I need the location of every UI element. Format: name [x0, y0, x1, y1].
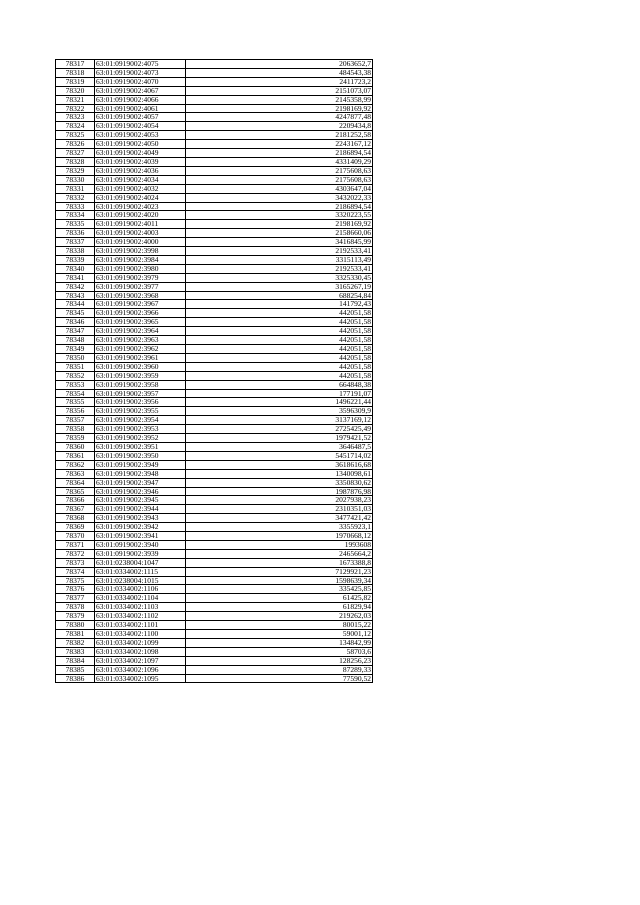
value-cell: 2151073,07 [186, 86, 373, 95]
row-number-cell: 78317 [56, 60, 95, 69]
value-cell: 134842,99 [186, 638, 373, 647]
row-number-cell: 78359 [56, 434, 95, 443]
table-row [56, 229, 373, 238]
table-row [56, 389, 373, 398]
value-cell: 2175608,63 [186, 166, 373, 175]
value-cell: 2175608,63 [186, 175, 373, 184]
table-row [56, 238, 373, 247]
table-row [56, 469, 373, 478]
cadastral-number-cell: 63:01:0919002:3961 [95, 353, 186, 362]
table-row [56, 86, 373, 95]
table-row [56, 656, 373, 665]
row-number-cell: 78381 [56, 630, 95, 639]
table-row [56, 585, 373, 594]
row-number-cell: 78382 [56, 638, 95, 647]
value-cell: 2465664,2 [186, 549, 373, 558]
cadastral-number-cell: 63:01:0919002:3945 [95, 496, 186, 505]
row-number-cell: 78327 [56, 149, 95, 158]
value-cell: 2725425,49 [186, 425, 373, 434]
table-row [56, 211, 373, 220]
table-row [56, 95, 373, 104]
value-cell: 3320223,55 [186, 211, 373, 220]
table-row [56, 175, 373, 184]
table-row [56, 478, 373, 487]
table-row [56, 318, 373, 327]
cadastral-number-cell: 63:01:0919002:3960 [95, 362, 186, 371]
table-row [56, 122, 373, 131]
value-cell: 4331409,29 [186, 157, 373, 166]
table-row [56, 442, 373, 451]
cadastral-number-cell: 63:01:0919002:4075 [95, 60, 186, 69]
cadastral-number-cell: 63:01:0238004:1015 [95, 576, 186, 585]
value-cell: 2063652,7 [186, 60, 373, 69]
row-number-cell: 78375 [56, 576, 95, 585]
row-number-cell: 78379 [56, 612, 95, 621]
cadastral-number-cell: 63:01:0238004:1047 [95, 558, 186, 567]
row-number-cell: 78335 [56, 220, 95, 229]
table-row [56, 674, 373, 683]
row-number-cell: 78356 [56, 407, 95, 416]
table-row [56, 300, 373, 309]
table-row [56, 407, 373, 416]
row-number-cell: 78367 [56, 505, 95, 514]
cadastral-number-cell: 63:01:0334002:1103 [95, 603, 186, 612]
row-number-cell: 78376 [56, 585, 95, 594]
value-cell: 3432022,33 [186, 193, 373, 202]
cadastral-number-cell: 63:01:0919002:3953 [95, 425, 186, 434]
table-row [56, 549, 373, 558]
row-number-cell: 78353 [56, 380, 95, 389]
cadastral-number-cell: 63:01:0919002:3956 [95, 398, 186, 407]
cadastral-number-cell: 63:01:0919002:3952 [95, 434, 186, 443]
table-row [56, 202, 373, 211]
row-number-cell: 78334 [56, 211, 95, 220]
row-number-cell: 78340 [56, 264, 95, 273]
cadastral-number-cell: 63:01:0919002:4036 [95, 166, 186, 175]
row-number-cell: 78318 [56, 68, 95, 77]
row-number-cell: 78348 [56, 336, 95, 345]
row-number-cell: 78365 [56, 487, 95, 496]
cadastral-number-cell: 63:01:0919002:3944 [95, 505, 186, 514]
row-number-cell: 78368 [56, 514, 95, 523]
value-cell: 7129921,23 [186, 567, 373, 576]
value-cell: 3350830,62 [186, 478, 373, 487]
table-row [56, 336, 373, 345]
cadastral-number-cell: 63:01:0919002:3948 [95, 469, 186, 478]
cadastral-number-cell: 63:01:0334002:1099 [95, 638, 186, 647]
cadastral-number-cell: 63:01:0334002:1115 [95, 567, 186, 576]
table-row [56, 362, 373, 371]
value-cell: 3165267,19 [186, 282, 373, 291]
table-row [56, 647, 373, 656]
row-number-cell: 78321 [56, 95, 95, 104]
value-cell: 2411723,2 [186, 77, 373, 86]
row-number-cell: 78378 [56, 603, 95, 612]
value-cell: 1340098,61 [186, 469, 373, 478]
row-number-cell: 78324 [56, 122, 95, 131]
row-number-cell: 78370 [56, 532, 95, 541]
cadastral-number-cell: 63:01:0919002:3946 [95, 487, 186, 496]
row-number-cell: 78371 [56, 540, 95, 549]
row-number-cell: 78328 [56, 157, 95, 166]
value-cell: 2198169,92 [186, 104, 373, 113]
table-row [56, 638, 373, 647]
table-row [56, 193, 373, 202]
cadastral-number-cell: 63:01:0919002:4067 [95, 86, 186, 95]
row-number-cell: 78345 [56, 309, 95, 318]
row-number-cell: 78357 [56, 416, 95, 425]
value-cell: 442051,58 [186, 362, 373, 371]
table-row [56, 247, 373, 256]
value-cell: 2192533,41 [186, 247, 373, 256]
table-row [56, 496, 373, 505]
value-cell: 4247877,48 [186, 113, 373, 122]
value-cell: 3477421,42 [186, 514, 373, 523]
value-cell: 1598639,34 [186, 576, 373, 585]
row-number-cell: 78347 [56, 327, 95, 336]
table-row [56, 104, 373, 113]
row-number-cell: 78326 [56, 140, 95, 149]
value-cell: 442051,58 [186, 371, 373, 380]
table-row [56, 371, 373, 380]
table-row [56, 558, 373, 567]
table-row [56, 514, 373, 523]
value-cell: 3646487,5 [186, 442, 373, 451]
table-row [56, 612, 373, 621]
table-row [56, 282, 373, 291]
cadastral-number-cell: 63:01:0919002:3940 [95, 540, 186, 549]
row-number-cell: 78333 [56, 202, 95, 211]
cadastral-number-cell: 63:01:0334002:1100 [95, 630, 186, 639]
row-number-cell: 78343 [56, 291, 95, 300]
cadastral-number-cell: 63:01:0919002:4023 [95, 202, 186, 211]
row-number-cell: 78374 [56, 567, 95, 576]
row-number-cell: 78346 [56, 318, 95, 327]
value-cell: 3416845,99 [186, 238, 373, 247]
row-number-cell: 78339 [56, 255, 95, 264]
row-number-cell: 78325 [56, 131, 95, 140]
value-cell: 1993608 [186, 540, 373, 549]
row-number-cell: 78362 [56, 460, 95, 469]
cadastral-number-cell: 63:01:0919002:4039 [95, 157, 186, 166]
table-row [56, 113, 373, 122]
cadastral-number-cell: 63:01:0919002:4066 [95, 95, 186, 104]
value-cell: 5451714,02 [186, 451, 373, 460]
cadastral-number-cell: 63:01:0919002:3965 [95, 318, 186, 327]
value-cell: 442051,58 [186, 309, 373, 318]
value-cell: 3325330,45 [186, 273, 373, 282]
value-cell: 664848,38 [186, 380, 373, 389]
value-cell: 3596309,9 [186, 407, 373, 416]
value-cell: 61425,82 [186, 594, 373, 603]
cadastral-number-cell: 63:01:0334002:1106 [95, 585, 186, 594]
table-row [56, 523, 373, 532]
cadastral-number-cell: 63:01:0919002:4061 [95, 104, 186, 113]
table-row [56, 567, 373, 576]
cadastral-number-cell: 63:01:0919002:4050 [95, 140, 186, 149]
cadastral-number-cell: 63:01:0919002:4000 [95, 238, 186, 247]
cadastral-number-cell: 63:01:0919002:3942 [95, 523, 186, 532]
table-row [56, 434, 373, 443]
table-row [56, 309, 373, 318]
value-cell: 484543,38 [186, 68, 373, 77]
row-number-cell: 78322 [56, 104, 95, 113]
cadastral-number-cell: 63:01:0919002:3941 [95, 532, 186, 541]
cadastral-number-cell: 63:01:0919002:3984 [95, 255, 186, 264]
cadastral-number-cell: 63:01:0919002:4070 [95, 77, 186, 86]
row-number-cell: 78360 [56, 442, 95, 451]
row-number-cell: 78319 [56, 77, 95, 86]
row-number-cell: 78350 [56, 353, 95, 362]
row-number-cell: 78323 [56, 113, 95, 122]
value-cell: 58703,6 [186, 647, 373, 656]
cadastral-number-cell: 63:01:0919002:3962 [95, 345, 186, 354]
row-number-cell: 78341 [56, 273, 95, 282]
value-cell: 219262,03 [186, 612, 373, 621]
value-cell: 3618616,68 [186, 460, 373, 469]
row-number-cell: 78369 [56, 523, 95, 532]
cadastral-number-cell: 63:01:0334002:1104 [95, 594, 186, 603]
cadastral-number-cell: 63:01:0919002:3998 [95, 247, 186, 256]
table-row [56, 273, 373, 282]
value-cell: 2186894,54 [186, 202, 373, 211]
row-number-cell: 78342 [56, 282, 95, 291]
row-number-cell: 78361 [56, 451, 95, 460]
value-cell: 128256,23 [186, 656, 373, 665]
row-number-cell: 78386 [56, 674, 95, 683]
row-number-cell: 78385 [56, 665, 95, 674]
value-cell: 3355923,1 [186, 523, 373, 532]
table-row [56, 576, 373, 585]
table-row [56, 68, 373, 77]
table-body [56, 60, 373, 683]
table-row [56, 532, 373, 541]
cadastral-number-cell: 63:01:0919002:3964 [95, 327, 186, 336]
value-cell: 688254,84 [186, 291, 373, 300]
cadastral-number-cell: 63:01:0919002:3963 [95, 336, 186, 345]
row-number-cell: 78377 [56, 594, 95, 603]
value-cell: 177191,07 [186, 389, 373, 398]
row-number-cell: 78355 [56, 398, 95, 407]
value-cell: 59001,12 [186, 630, 373, 639]
row-number-cell: 78331 [56, 184, 95, 193]
row-number-cell: 78349 [56, 345, 95, 354]
cadastral-number-cell: 63:01:0919002:3980 [95, 264, 186, 273]
table-row [56, 327, 373, 336]
value-cell: 3137169,12 [186, 416, 373, 425]
cadastral-number-cell: 63:01:0919002:3951 [95, 442, 186, 451]
cadastral-number-cell: 63:01:0334002:1096 [95, 665, 186, 674]
value-cell: 442051,58 [186, 327, 373, 336]
row-number-cell: 78354 [56, 389, 95, 398]
cadastral-number-cell: 63:01:0334002:1095 [95, 674, 186, 683]
cadastral-number-cell: 63:01:0919002:4020 [95, 211, 186, 220]
cadastral-number-cell: 63:01:0919002:3950 [95, 451, 186, 460]
cadastral-number-cell: 63:01:0919002:3947 [95, 478, 186, 487]
table-row [56, 255, 373, 264]
table-row [56, 621, 373, 630]
value-cell: 3315113,49 [186, 255, 373, 264]
cadastral-number-cell: 63:01:0919002:3958 [95, 380, 186, 389]
table-row [56, 603, 373, 612]
table-row [56, 505, 373, 514]
cadastral-number-cell: 63:01:0919002:3968 [95, 291, 186, 300]
row-number-cell: 78329 [56, 166, 95, 175]
row-number-cell: 78320 [56, 86, 95, 95]
value-cell: 2209434,8 [186, 122, 373, 131]
row-number-cell: 78338 [56, 247, 95, 256]
row-number-cell: 78352 [56, 371, 95, 380]
value-cell: 80015,22 [186, 621, 373, 630]
value-cell: 442051,58 [186, 336, 373, 345]
value-cell: 335425,85 [186, 585, 373, 594]
table-row [56, 157, 373, 166]
row-number-cell: 78372 [56, 549, 95, 558]
cadastral-number-cell: 63:01:0919002:3954 [95, 416, 186, 425]
table-row [56, 487, 373, 496]
value-cell: 2145358,99 [186, 95, 373, 104]
cadastral-number-cell: 63:01:0334002:1102 [95, 612, 186, 621]
cadastral-number-cell: 63:01:0334002:1101 [95, 621, 186, 630]
cadastral-number-cell: 63:01:0919002:3957 [95, 389, 186, 398]
table-row [56, 184, 373, 193]
row-number-cell: 78373 [56, 558, 95, 567]
cadastral-number-cell: 63:01:0919002:4003 [95, 229, 186, 238]
value-cell: 141792,43 [186, 300, 373, 309]
value-cell: 1987876,98 [186, 487, 373, 496]
table-row [56, 149, 373, 158]
cadastral-number-cell: 63:01:0919002:3977 [95, 282, 186, 291]
value-cell: 2158660,06 [186, 229, 373, 238]
row-number-cell: 78351 [56, 362, 95, 371]
table-row [56, 594, 373, 603]
cadastral-number-cell: 63:01:0919002:4053 [95, 131, 186, 140]
row-number-cell: 78330 [56, 175, 95, 184]
value-cell: 4303647,04 [186, 184, 373, 193]
cadastral-number-cell: 63:01:0919002:3966 [95, 309, 186, 318]
value-cell: 442051,58 [186, 353, 373, 362]
row-number-cell: 78337 [56, 238, 95, 247]
value-cell: 2181252,58 [186, 131, 373, 140]
row-number-cell: 78358 [56, 425, 95, 434]
value-cell: 1979421,52 [186, 434, 373, 443]
row-number-cell: 78363 [56, 469, 95, 478]
table-row [56, 630, 373, 639]
value-cell: 2198169,92 [186, 220, 373, 229]
value-cell: 442051,58 [186, 318, 373, 327]
value-cell: 2243167,12 [186, 140, 373, 149]
table-row [56, 460, 373, 469]
cadastral-number-cell: 63:01:0919002:3955 [95, 407, 186, 416]
cadastral-number-cell: 63:01:0919002:3959 [95, 371, 186, 380]
value-cell: 1673388,8 [186, 558, 373, 567]
value-cell: 61829,94 [186, 603, 373, 612]
value-cell: 2186894,54 [186, 149, 373, 158]
row-number-cell: 78364 [56, 478, 95, 487]
table-row [56, 380, 373, 389]
cadastral-number-cell: 63:01:0919002:4011 [95, 220, 186, 229]
table-row [56, 264, 373, 273]
table-row [56, 425, 373, 434]
cadastral-number-cell: 63:01:0919002:3949 [95, 460, 186, 469]
row-number-cell: 78383 [56, 647, 95, 656]
value-cell: 442051,58 [186, 345, 373, 354]
table-row [56, 398, 373, 407]
table-row [56, 540, 373, 549]
table-row [56, 77, 373, 86]
row-number-cell: 78366 [56, 496, 95, 505]
table-row [56, 665, 373, 674]
cadastral-number-cell: 63:01:0919002:3979 [95, 273, 186, 282]
table-row [56, 140, 373, 149]
cadastral-number-cell: 63:01:0919002:4032 [95, 184, 186, 193]
value-cell: 1970668,12 [186, 532, 373, 541]
cadastral-number-cell: 63:01:0919002:4034 [95, 175, 186, 184]
cadastral-number-cell: 63:01:0919002:3939 [95, 549, 186, 558]
table-row [56, 291, 373, 300]
value-cell: 1496221,44 [186, 398, 373, 407]
row-number-cell: 78332 [56, 193, 95, 202]
table-row [56, 416, 373, 425]
table-row [56, 166, 373, 175]
cadastral-number-cell: 63:01:0919002:4049 [95, 149, 186, 158]
cadastral-number-cell: 63:01:0919002:4054 [95, 122, 186, 131]
cadastral-number-cell: 63:01:0919002:3967 [95, 300, 186, 309]
row-number-cell: 78380 [56, 621, 95, 630]
row-number-cell: 78336 [56, 229, 95, 238]
cadastral-number-cell: 63:01:0919002:4024 [95, 193, 186, 202]
value-cell: 2027938,23 [186, 496, 373, 505]
value-cell: 87289,33 [186, 665, 373, 674]
table-row [56, 451, 373, 460]
table-row [56, 131, 373, 140]
value-cell: 77590,52 [186, 674, 373, 683]
cadastral-number-cell: 63:01:0334002:1098 [95, 647, 186, 656]
table-row [56, 60, 373, 69]
cadastral-value-table [55, 59, 373, 683]
table-row [56, 353, 373, 362]
table-row [56, 220, 373, 229]
value-cell: 2310351,03 [186, 505, 373, 514]
cadastral-number-cell: 63:01:0334002:1097 [95, 656, 186, 665]
cadastral-number-cell: 63:01:0919002:3943 [95, 514, 186, 523]
row-number-cell: 78384 [56, 656, 95, 665]
table-row [56, 345, 373, 354]
row-number-cell: 78344 [56, 300, 95, 309]
cadastral-number-cell: 63:01:0919002:4057 [95, 113, 186, 122]
cadastral-number-cell: 63:01:0919002:4073 [95, 68, 186, 77]
value-cell: 2192533,41 [186, 264, 373, 273]
